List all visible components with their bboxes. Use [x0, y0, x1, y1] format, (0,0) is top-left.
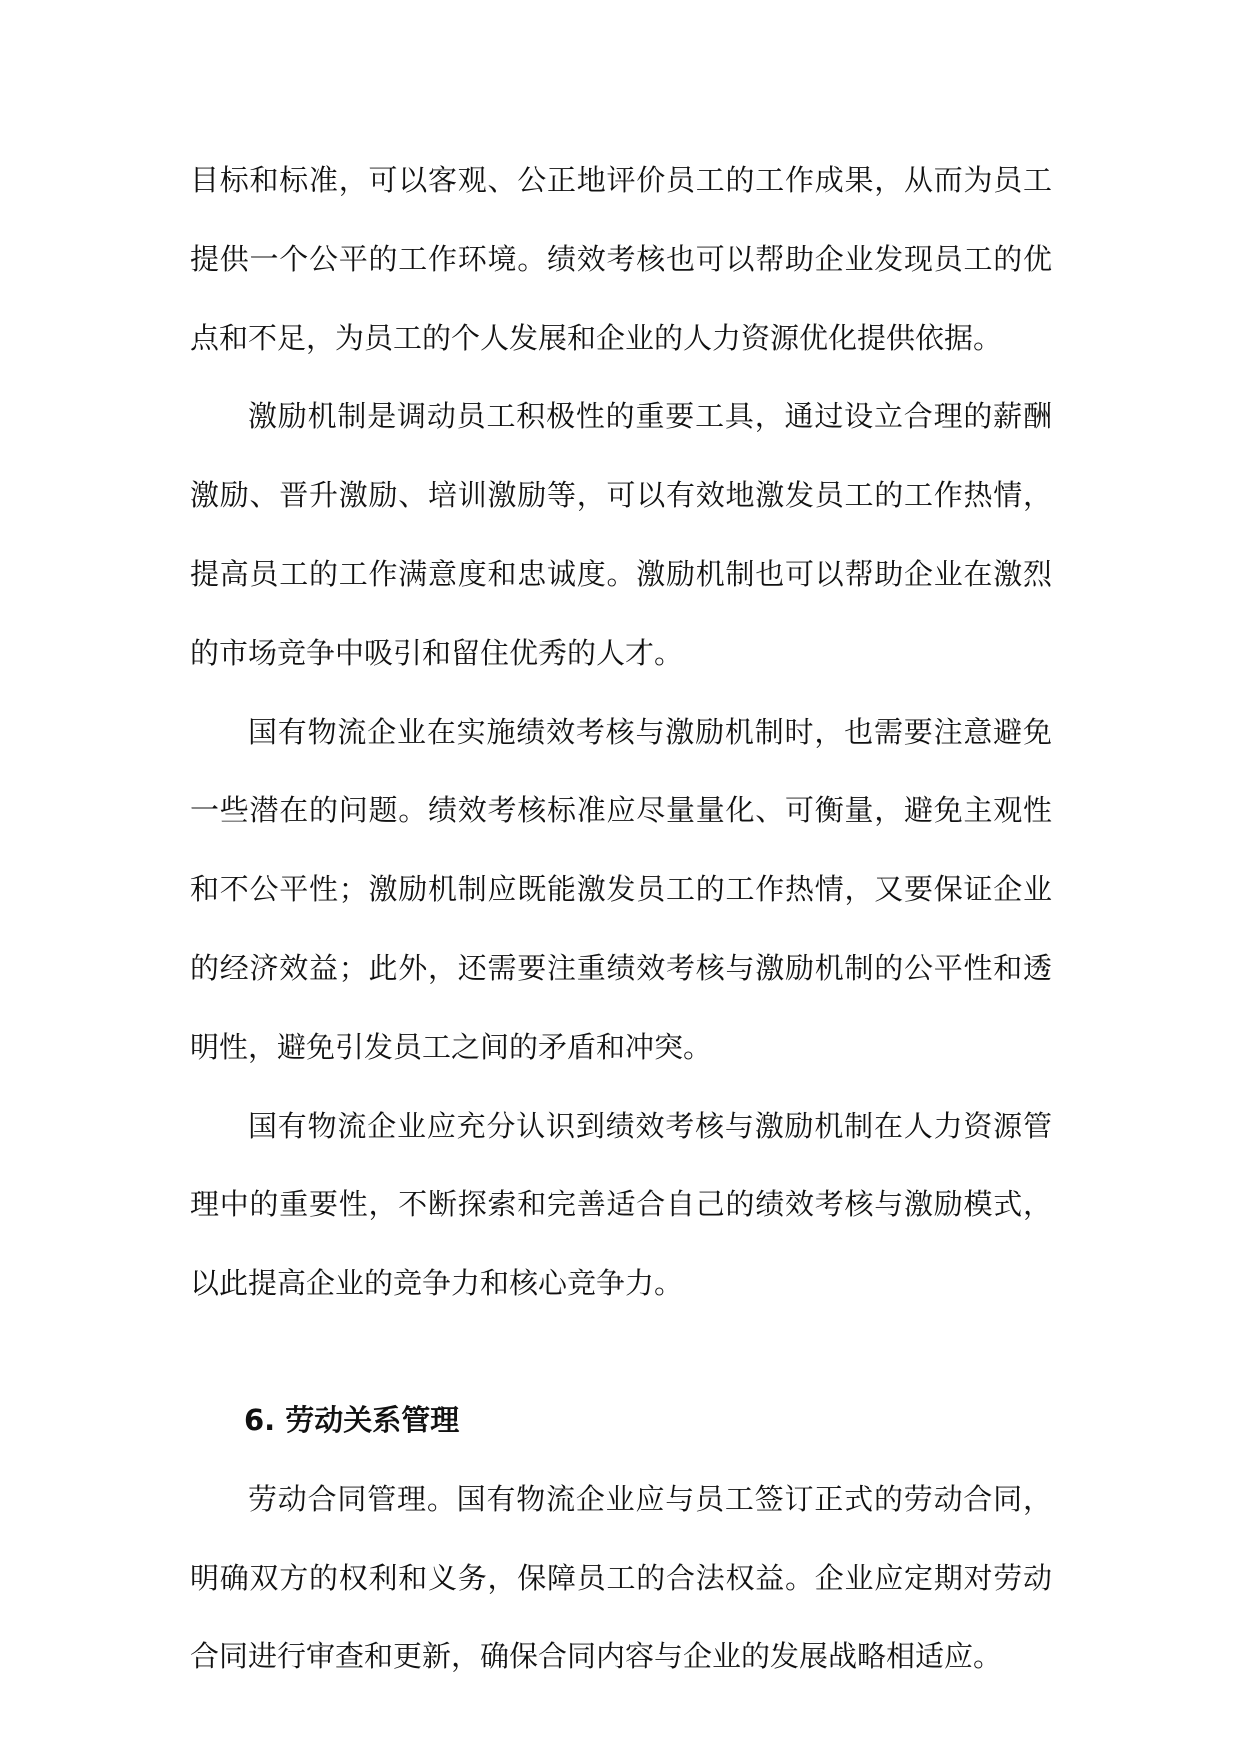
paragraph-performance-standards: 目标和标准，可以客观、公正地评价员工的工作成果，从而为员工提供一个公平的工作环境。绩效考核也可以帮助企业发现员工的优点和不足，为员工的个人发展和企业的人力资源优化提供依据。	[190, 163, 1052, 355]
paragraph-labor-contract: 劳动合同管理。国有物流企业应与员工签订正式的劳动合同，明确双方的权利和义务，保障员工的合法权益。企业应定期对劳动合同进行审查和更新，确保合同内容与企业的发展战略相适应。	[190, 1481, 1052, 1674]
paragraph-conclusion: 国有物流企业应充分认识到绩效考核与激励机制在人力资源管理中的重要性，不断探索和完善适合自己的绩效考核与激励模式，以此提高企业的竞争力和核心竞争力。	[190, 1108, 1052, 1301]
paragraph-incentive-mechanism: 激励机制是调动员工积极性的重要工具，通过设立合理的薪酬激励、晋升激励、培训激励等，可以有效地激发员工的工作热情，提高员工的工作满意度和忠诚度。激励机制也可以帮助企业在激烈的市场竞争中吸引和留住优秀的人才。	[190, 399, 1052, 670]
section-heading-labor-relations: 6. 劳动关系管理	[244, 1402, 460, 1437]
paragraph-potential-problems: 国有物流企业在实施绩效考核与激励机制时，也需要注意避免一些潜在的问题。绩效考核标准应尽量量化、可衡量，避免主观性和不公平性；激励机制应既能激发员工的工作热情，又要保证企业的经济效益；此外，还需要注重绩效考核与激励机制的公平性和透明性，避免引发员工之间的矛盾和冲突。	[190, 714, 1052, 1064]
document-body	[190, 141, 1052, 1696]
section-spacer	[190, 1323, 1052, 1381]
